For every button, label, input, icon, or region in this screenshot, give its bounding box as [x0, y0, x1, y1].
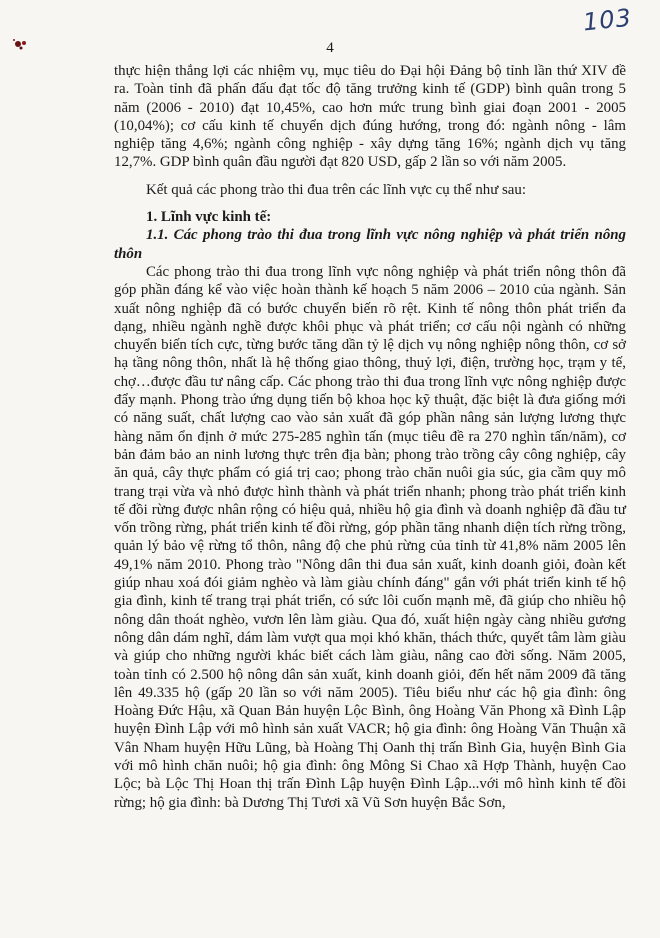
page-number: 4 — [326, 40, 334, 56]
summary-paragraph: Kết quả các phong trào thi đua trên các lĩnh vực cụ thể như sau: — [146, 181, 527, 198]
intro-paragraph: thực hiện thắng lợi các nhiệm vụ, mục tiêu do Đại hội Đảng bộ tỉnh lần thứ XIV đề ra. Toàn tỉnh đã phấn đấu đạt tốc độ tăng trưởng kinh tế (GDP) bình quân trong 5 năm (2006 - 2010) đạt 10,45%, cao hơn mức trung bình giai đoạn 2001 - 2005 (10,04%); cơ cấu kinh tế chuyển dịch đúng hướng, trong đó: ngành nông - lâm nghiệp tăng 4,6%; ngành công nghiệp - xây dựng tăng 16%; ngành dịch vụ tăng 12,7%. GDP bình quân đầu người đạt 820 USD, gấp 2 lần so với năm 2005. — [114, 63, 626, 171]
handwritten-page-mark: 103 — [581, 3, 634, 37]
document-body — [114, 62, 626, 812]
section-heading: 1. Lĩnh vực kinh tế: — [146, 209, 272, 226]
body-paragraph: Các phong trào thi đua trong lĩnh vực nông nghiệp và phát triển nông thôn đã góp phần đáng kể vào việc hoàn thành kế hoạch 5 năm 2006 – 2010 của ngành. Sản xuất nông nghiệp đã có bước chuyển biến rõ rệt. Kinh tế nông thôn phát triển đa dạng, nhiều ngành nghề được khôi phục và phát triển; cơ cấu nội ngành có những chuyển biến tích cực, từng bước tăng dần tỷ lệ dịch vụ nông nghiệp nông thôn, cơ sở hạ tầng nông thôn, nhất là hệ thống giao thông, thuỷ lợi, điện, trường học, trạm y tế, chợ…được đầu tư nâng cấp. Các phong trào thi đua trong lĩnh vực nông nghiệp được đẩy mạnh. Phong trào ứng dụng tiến bộ khoa học kỹ thuật, đặc biệt là đưa giống mới có năng suất, chất lượng cao vào sản xuất đã góp phần nâng sản lượng lương thực hàng năm ổn định ở mức 275-285 nghìn tấn (mục tiêu đề ra 270 nghìn tấn/năm), cơ bản đảm bảo an ninh lương thực trên địa bàn; phong trào trồng cây công nghiệp, cây ăn quả, cây thực phẩm có giá trị cao; phong trào chăn nuôi gia súc, gia cầm quy mô trang trại vừa và nhỏ được hình thành và phát triển nhanh; phong trào phát triển kinh tế đồi rừng được nhân rộng có hiệu quả, nhiều hộ gia đình và doanh nghiệp đã đầu tư vốn trồng rừng, phát triển kinh tế đồi rừng, góp phần tăng nhanh diện tích rừng trồng, quản lý bảo vệ rừng tổ thôn, nâng độ che phủ rừng của tỉnh từ 41,8% năm 2005 lên 49,1% năm 2010. Phong trào "Nông dân thi đua sản xuất, kinh doanh giỏi, đoàn kết giúp nhau xoá đói giảm nghèo và làm giàu chính đáng" gắn với phát triển kinh tế hộ gia đình, kinh tế trang trại phát triển, có sức lôi cuốn mạnh mẽ, đã giúp cho nhiều hộ nông dân thoát nghèo, vươn lên làm giàu. Qua đó, xuất hiện ngày càng nhiều gương nông dân dám nghĩ, dám làm vượt qua mọi khó khăn, thách thức, quyết tâm làm giàu và giúp cho những người khác biết cách làm giàu, nâng cao đời sống. Năm 2005, toàn tỉnh có 2.500 hộ nông dân sản xuất, kinh doanh giỏi, đến hết năm 2009 đã tăng lên 49.335 hộ (gấp 20 lần so với năm 2005). Tiêu biểu như các hộ gia đình: ông Hoàng Đức Hậu, xã Quan Bản huyện Lộc Bình, ông Hoàng Văn Phong xã Đình Lập huyện Đình Lập với mô hình sản xuất VACR; hộ gia đình: ông Hoàng Văn Thuận xã Vân Nham huyện Hữu Lũng, bà Hoàng Thị Oanh thị trấn Bình Gia, huyện Bình Gia với mô hình chăn nuôi; hộ gia đình: ông Mông Si Chao xã Hợp Thành, huyện Cao Lộc; bà Lộc Thị Hoan thị trấn Đình Lập huyện Đình Lập...với mô hình kinh tế đồi rừng; hộ gia đình: bà Dương Thị Tươi xã Vũ Sơn huyện Bắc Sơn, — [114, 263, 626, 811]
subsection-heading: 1.1. Các phong trào thi đua trong lĩnh vực nông nghiệp và phát triển nông thôn — [114, 227, 626, 262]
